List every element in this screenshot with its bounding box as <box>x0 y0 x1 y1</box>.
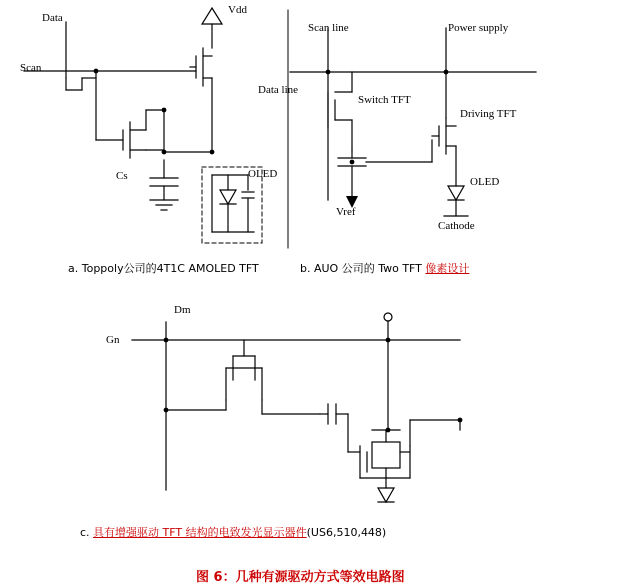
panel-c-caption-red: 具有增强驱动 TFT 结构的电致发光显示器件 <box>93 526 307 539</box>
panel-a-dot-1 <box>94 69 99 74</box>
panel-c-caption-prefix: c. <box>80 526 94 539</box>
panel-a-caption: a. Toppoly公司的4T1C AMOLED TFT <box>68 262 259 275</box>
panel-c-caption <box>80 524 386 540</box>
panel-c-oled-diode <box>378 488 394 502</box>
panel-a-label-data: Data <box>42 12 63 24</box>
panel-a-label-vdd: Vdd <box>228 4 247 16</box>
panel-b-caption-red: 像素设计 <box>425 262 470 275</box>
panel-c-label-gn: Gn <box>106 334 120 346</box>
panel-c-dot-4 <box>386 428 391 433</box>
panel-a-label-oled: OLED <box>248 168 278 180</box>
panel-a-label-scan: Scan <box>20 62 42 74</box>
panel-b-label-switch-tft: Switch TFT <box>358 94 411 106</box>
panel-b-label-power-supply: Power supply <box>448 22 509 34</box>
figure-title: 图 6：几种有源驱动方式等效电路图 <box>196 570 405 585</box>
panel-b-caption <box>300 260 469 276</box>
panel-b-dot-2 <box>444 70 449 75</box>
panel-b-caption-black: b. AUO 公司的 Two TFT <box>300 262 426 275</box>
panel-b-label-data-line: Data line <box>258 84 299 96</box>
panel-b-oled-diode <box>448 186 464 200</box>
panel-b-label-scan-line: Scan line <box>308 22 349 34</box>
panel-c-terminal-circle <box>384 313 392 321</box>
panel-c-dot-1 <box>164 338 169 343</box>
panel-c-dot-2 <box>164 408 169 413</box>
panel-a-dot-4 <box>162 108 167 113</box>
panel-b-label-cathode: Cathode <box>438 220 475 232</box>
panel-c-label-dm: Dm <box>174 304 191 316</box>
panel-b-label-vref: Vref <box>336 206 356 218</box>
panel-a-oled-diode <box>220 190 236 204</box>
panel-b-label-oled: OLED <box>470 176 500 188</box>
panel-c-driving-box <box>372 442 400 468</box>
panel-a-vdd-symbol <box>202 8 222 24</box>
panel-b-dot-1 <box>326 70 331 75</box>
panel-a-dot-3 <box>210 150 215 155</box>
panel-b-dot-3 <box>350 160 355 165</box>
panel-a-dot-2 <box>162 150 167 155</box>
panel-c-dot-3 <box>386 338 391 343</box>
panel-c-dot-5 <box>458 418 463 423</box>
panel-c-caption-suffix: (US6,510,448) <box>306 526 387 539</box>
panel-a-label-cs: Cs <box>116 170 128 182</box>
panel-b-label-driving-tft: Driving TFT <box>460 108 517 120</box>
